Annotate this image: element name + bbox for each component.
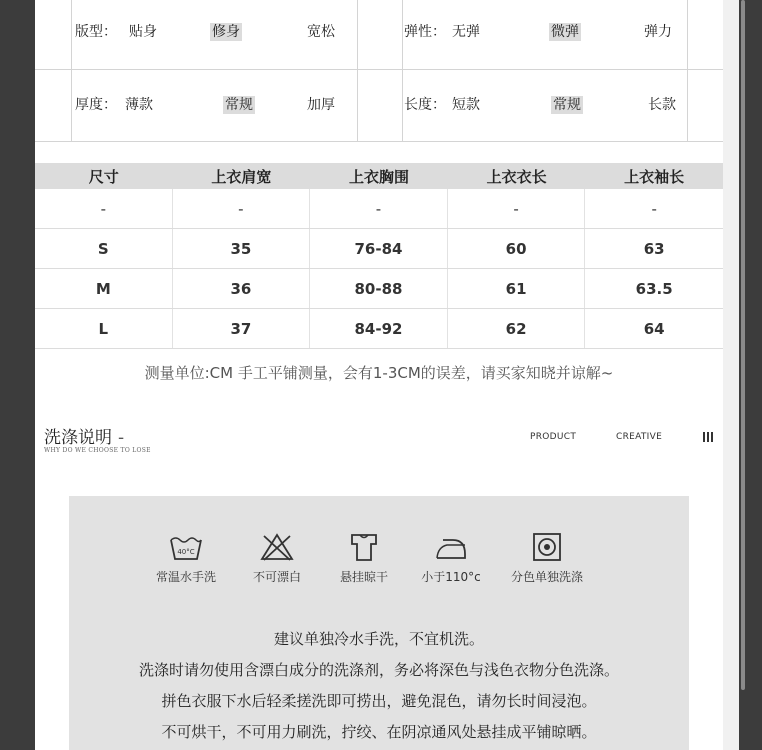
- size-cell: 60: [448, 229, 586, 268]
- size-header-cell: 上衣袖长: [624, 167, 685, 186]
- size-cell: M: [35, 269, 173, 308]
- wash-section-title: [44, 423, 124, 448]
- size-table: [35, 163, 723, 349]
- separate-wash-icon: [529, 532, 565, 562]
- divider: [71, 0, 72, 142]
- elasticity-option: 无弹: [452, 24, 480, 40]
- care-label: 分色单独洗涤: [510, 570, 583, 584]
- size-cell: -: [310, 189, 448, 228]
- thickness-option: 加厚: [307, 97, 335, 113]
- size-header-cell: 上衣衣长: [486, 167, 547, 186]
- fit-label: 版型：: [75, 24, 117, 40]
- size-cell: 84-92: [310, 309, 448, 348]
- wash-instruction: 不可烘干，不可用力刷洗，拧绞、在阴凉通风处悬挂成平铺晾晒。: [161, 723, 597, 741]
- size-cell: 80-88: [310, 269, 448, 308]
- attribute-grid: [35, 0, 723, 142]
- care-label: 小于110°c: [421, 570, 481, 584]
- wash-instruction: 建议单独冷水手洗，不宜机洗。: [273, 630, 484, 648]
- divider: [687, 0, 688, 142]
- size-cell: 35: [173, 229, 311, 268]
- care-item: [227, 532, 327, 585]
- care-item: [136, 532, 236, 585]
- thickness-option: 薄款: [125, 97, 153, 113]
- thickness-label: 厚度：: [75, 97, 117, 113]
- size-cell: 62: [448, 309, 586, 348]
- fit-option: 宽松: [307, 24, 335, 40]
- fit-option: 贴身: [129, 24, 157, 40]
- product-detail-page: [35, 0, 723, 750]
- thickness-option-selected: 常规: [225, 97, 253, 113]
- size-cell: -: [35, 189, 173, 228]
- size-cell: 36: [173, 269, 311, 308]
- table-row: [35, 269, 723, 309]
- care-label: 不可漂白: [252, 570, 301, 584]
- care-item: [497, 532, 597, 585]
- iron-icon: [433, 532, 469, 562]
- wash-subtitle: WHY DO WE CHOOSE TO LOSE: [44, 447, 151, 454]
- wash-title-text: 洗涤说明: [44, 428, 112, 448]
- divider: [357, 0, 358, 142]
- menu-icon[interactable]: [703, 432, 713, 442]
- size-cell: 76-84: [310, 229, 448, 268]
- table-row: [35, 229, 723, 269]
- care-item: [314, 532, 414, 585]
- size-header-cell: 上衣肩宽: [211, 167, 272, 186]
- measure-note: 测量单位:CM 手工平铺测量，会有1-3CM的误差，请买家知晓并谅解~: [144, 364, 614, 382]
- nav-link-creative[interactable]: CREATIVE: [616, 432, 663, 442]
- hand-wash-icon: [168, 532, 204, 562]
- fit-option-selected: 修身: [212, 24, 240, 40]
- size-cell: -: [173, 189, 311, 228]
- care-label: 常温水手洗: [155, 570, 216, 584]
- elasticity-label: 弹性：: [404, 24, 446, 40]
- size-cell: 63.5: [635, 279, 673, 298]
- size-cell: -: [651, 199, 657, 218]
- length-option: 短款: [452, 97, 480, 113]
- wash-title-dash: -: [118, 428, 125, 448]
- divider: [35, 141, 723, 142]
- size-cell: 64: [643, 319, 665, 338]
- size-header-cell: 尺寸: [88, 167, 119, 186]
- divider: [402, 0, 403, 142]
- size-cell: L: [35, 309, 173, 348]
- nav-link-product[interactable]: PRODUCT: [530, 432, 577, 442]
- size-cell: 63: [643, 239, 665, 258]
- wash-instruction: 洗涤时请勿使用含漂白成分的洗涤剂，务必将深色与浅色衣物分色洗涤。: [138, 661, 619, 679]
- elasticity-option: 弹力: [644, 24, 672, 40]
- size-cell: -: [448, 189, 586, 228]
- table-row: [35, 309, 723, 349]
- length-option: 长款: [648, 97, 676, 113]
- wash-instructions-panel: [69, 496, 689, 750]
- table-row: [35, 189, 723, 229]
- hand-wash-mark: 40°C: [177, 548, 195, 556]
- size-header-cell: 上衣胸围: [348, 167, 409, 186]
- size-cell: S: [35, 229, 173, 268]
- care-label: 悬挂晾干: [339, 570, 388, 584]
- scroll-track[interactable]: [723, 0, 739, 750]
- size-table-header: [35, 163, 723, 189]
- hang-dry-icon: [346, 532, 382, 562]
- no-bleach-icon: [259, 532, 295, 562]
- size-cell: 37: [173, 309, 311, 348]
- care-item: [401, 532, 501, 585]
- divider: [35, 69, 723, 70]
- length-label: 长度：: [404, 97, 446, 113]
- size-cell: 61: [448, 269, 586, 308]
- scrollbar-thumb[interactable]: [741, 0, 745, 690]
- elasticity-option-selected: 微弹: [551, 24, 579, 40]
- length-option-selected: 常规: [553, 97, 581, 113]
- wash-instruction: 拼色衣服下水后轻柔搓洗即可捞出，避免混色，请勿长时间浸泡。: [161, 692, 597, 710]
